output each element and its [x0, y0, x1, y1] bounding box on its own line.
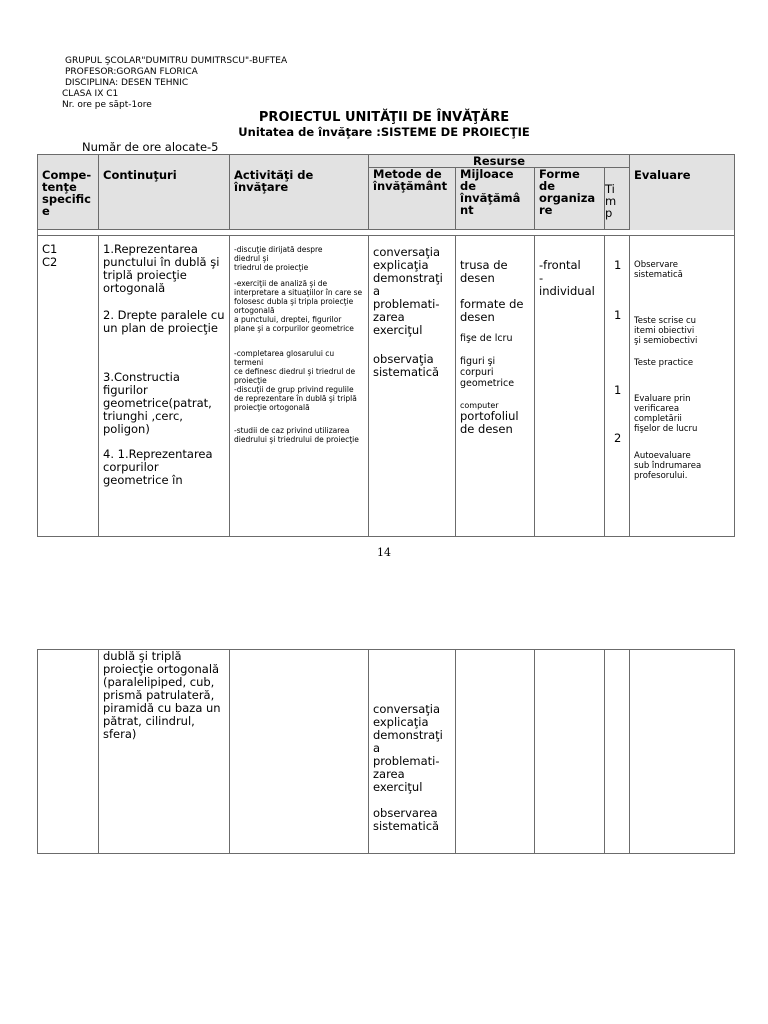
- hours-allocated: Număr de ore alocate-5: [82, 140, 219, 154]
- col-forme: Forme de organiza re: [535, 168, 605, 230]
- resource-item: formate de desen: [460, 297, 524, 324]
- col-resurse: Resurse: [369, 155, 630, 168]
- resource-item: trusa de desen: [460, 258, 508, 285]
- table-row: [38, 236, 735, 537]
- activity-item: -exerciţii de analiză şi de interpretare a situaţiilor în care se folosesc dubla şi tripla proiecţie ortogonală a punctului, dreptei, figurilor plane şi a corpurilor geometrice: [234, 279, 363, 333]
- page-subtitle: Unitatea de învăţare :SISTEME DE PROIECŢIE: [238, 125, 530, 139]
- school-name: GRUPUL ŞCOLAR"DUMITRU DUMITRSCU"-BUFTEA: [65, 56, 288, 66]
- continuation-table: [37, 649, 735, 854]
- metode-cell: [369, 650, 456, 854]
- col-mijloace: Mijloace de învăţămâ nt: [456, 168, 535, 230]
- method-item: conversaţia explicaţia demonstraţi a problemati- zarea exerciţul: [373, 702, 443, 794]
- time-item: 2: [614, 431, 622, 445]
- resource-item: figuri şi corpuri geometrice: [460, 356, 515, 389]
- page-number: 14: [377, 546, 391, 559]
- timp-cell: [605, 650, 630, 854]
- time-item: 1: [614, 383, 622, 397]
- time-item: 1: [614, 308, 622, 322]
- metode-cell: [369, 236, 456, 537]
- content-item: 4. 1.Reprezentarea corpurilor geometrice în: [103, 447, 213, 487]
- mijloace-cell: [456, 650, 535, 854]
- col-evaluare: Evaluare: [630, 155, 735, 230]
- forme-cell: [535, 650, 605, 854]
- method-item: observarea sistematică: [373, 806, 440, 833]
- activitati-cell: [230, 650, 369, 854]
- hours-per-week: Nr. ore pe săpt-1ore: [62, 100, 152, 110]
- col-timp: Ti m p: [605, 168, 630, 230]
- evaluation-item: Evaluare prin verificarea completării fişelor de lucru: [634, 394, 698, 434]
- content-item: 1.Reprezentarea punctului în dublă şi triplă proiecţie ortogonală: [103, 242, 220, 295]
- page-title: PROIECTUL UNITĂŢII DE ÎNVĂŢĂRE: [258, 110, 510, 125]
- teacher-name: PROFESOR:GORGAN FLORICA: [65, 67, 198, 77]
- mijloace-cell: [456, 236, 535, 537]
- evaluation-item: Teste scrise cu itemi obiectivi şi semiobectivi: [634, 316, 698, 346]
- method-item: observaţia sistematică: [373, 352, 440, 379]
- forme-cell: -frontal - individual: [535, 236, 605, 537]
- activitati-cell: [230, 236, 369, 537]
- col-competente: Compe- tenţe specific e: [38, 155, 99, 230]
- continuturi-cell: [99, 236, 230, 537]
- time-item: 1: [614, 258, 622, 272]
- continuturi-cell: dublă şi triplă proiecţie ortogonală (paralelipiped, cub, prismă patrulateră, piramidă cu baza un pătrat, cilindrul, sfera): [99, 650, 230, 854]
- timp-cell: [605, 236, 630, 537]
- learning-unit-table: [37, 154, 735, 537]
- resource-item: portofoliul de desen: [460, 409, 519, 436]
- col-activitati: Activităţi de învăţare: [230, 155, 369, 230]
- evaluare-cell: [630, 650, 735, 854]
- table-row: [38, 650, 735, 854]
- evaluation-item: Teste practice: [634, 358, 694, 368]
- activity-item: -studii de caz privind utilizarea diedrului şi triedrului de proiecţie: [234, 426, 359, 444]
- discipline: DISCIPLINA: DESEN TEHNIC: [65, 78, 189, 88]
- evaluation-item: Observare sistematică: [634, 260, 683, 280]
- competente-cell: [38, 650, 99, 854]
- evaluare-cell: [630, 236, 735, 537]
- col-continuturi: Continuţuri: [99, 155, 230, 230]
- class-name: CLASA IX C1: [62, 89, 119, 99]
- competente-cell: C1 C2: [38, 236, 99, 537]
- evaluation-item: Autoevaluare sub îndrumarea profesorului.: [634, 451, 702, 481]
- content-item: 3.Constructia figurilor geometrice(patrat, triunghi ,cerc, poligon): [103, 370, 212, 436]
- activity-item: -discuţie dirijată despre diedrul şi triedrul de proiecţie: [234, 245, 323, 272]
- activity-item: -completarea glosarului cu termeni ce definesc diedrul şi triedrul de proiecţie -discuţii de grup privind regulile de reprezentare în dublă şi triplă proiecţie ortogonală: [234, 349, 357, 412]
- col-metode: Metode de învăţământ: [369, 168, 456, 230]
- resource-item: fişe de lcru: [460, 333, 513, 344]
- resource-item: computer: [460, 401, 499, 410]
- method-item: conversaţia explicaţia demonstraţi a problemati- zarea exerciţul: [373, 245, 443, 337]
- content-item: 2. Drepte paralele cu un plan de proiecţie: [103, 308, 225, 335]
